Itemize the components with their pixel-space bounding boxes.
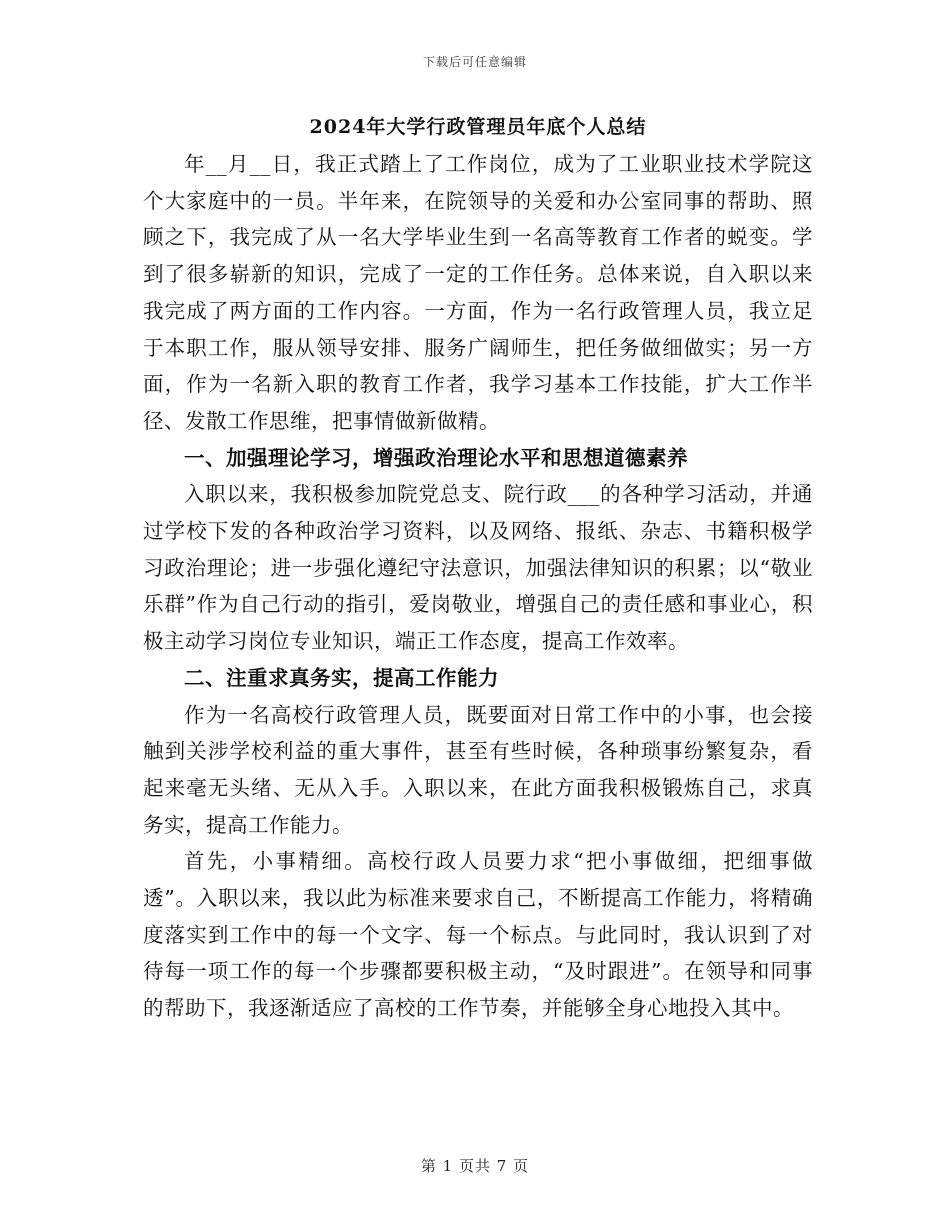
paragraph-intro: 年__月__日，我正式踏上了工作岗位，成为了工业职业技术学院这个大家庭中的一员。半年来，在院领导的关爱和办公室同事的帮助、照顾之下，我完成了从一名大学毕业生到一名高等教育工作者的蜕变。学到了很多崭新的知识，完成了一定的工作任务。总体来说，自入职以来我完成了两方面的工作内容。一方面，作为一名行政管理人员，我立足于本职工作，服从领导安排、服务广阔师生，把任务做细做实；另一方面，作为一名新入职的教育工作者，我学习基本工作技能，扩大工作半径、发散工作思维，把事情做新做精。 <box>143 152 813 433</box>
paragraph-section-2a: 作为一名高校行政管理人员，既要面对日常工作中的小事，也会接触到关涉学校利益的重大事件，甚至有些时候，各种琐事纷繁复杂，看起来毫无头绪、无从入手。入职以来，在此方面我积极锻炼自己，求真务实，提高工作能力。 <box>143 702 813 837</box>
page-number: 第 1 页共 7 页 <box>420 1157 530 1175</box>
paragraph-section-2b: 首先，小事精细。高校行政人员要力求“把小事做细，把细事做透”。入职以来，我以此为标准来要求自己，不断提高工作能力，将精确度落实到工作中的每一个文字、每一个标点。与此同时，我认识到了对待每一项工作的每一个步骤都要积极主动，“及时跟进”。在领导和同事的帮助下，我逐渐适应了高校的工作节奏，并能够全身心地投入其中。 <box>143 849 813 1021</box>
section-heading-2: 二、注重求真务实，提高工作能力 <box>184 665 499 690</box>
document-body <box>143 113 813 1027</box>
paragraph-section-1: 入职以来，我积极参加院党总支、院行政___的各种学习活动，并通过学校下发的各种政治学习资料，以及网络、报纸、杂志、书籍积极学习政治理论；进一步强化遵纪守法意识，加强法律知识的积累；以“敬业乐群”作为自己行动的指引，爱岗敬业，增强自己的责任感和事业心，积极主动学习岗位专业知识，端正工作态度，提高工作效率。 <box>143 482 813 654</box>
section-heading-1: 一、加强理论学习，增强政治理论水平和思想道德素养 <box>184 445 688 470</box>
document-title: 2024年大学行政管理员年底个人总结 <box>309 116 647 138</box>
header-note: 下载后可任意编辑 <box>422 55 527 69</box>
